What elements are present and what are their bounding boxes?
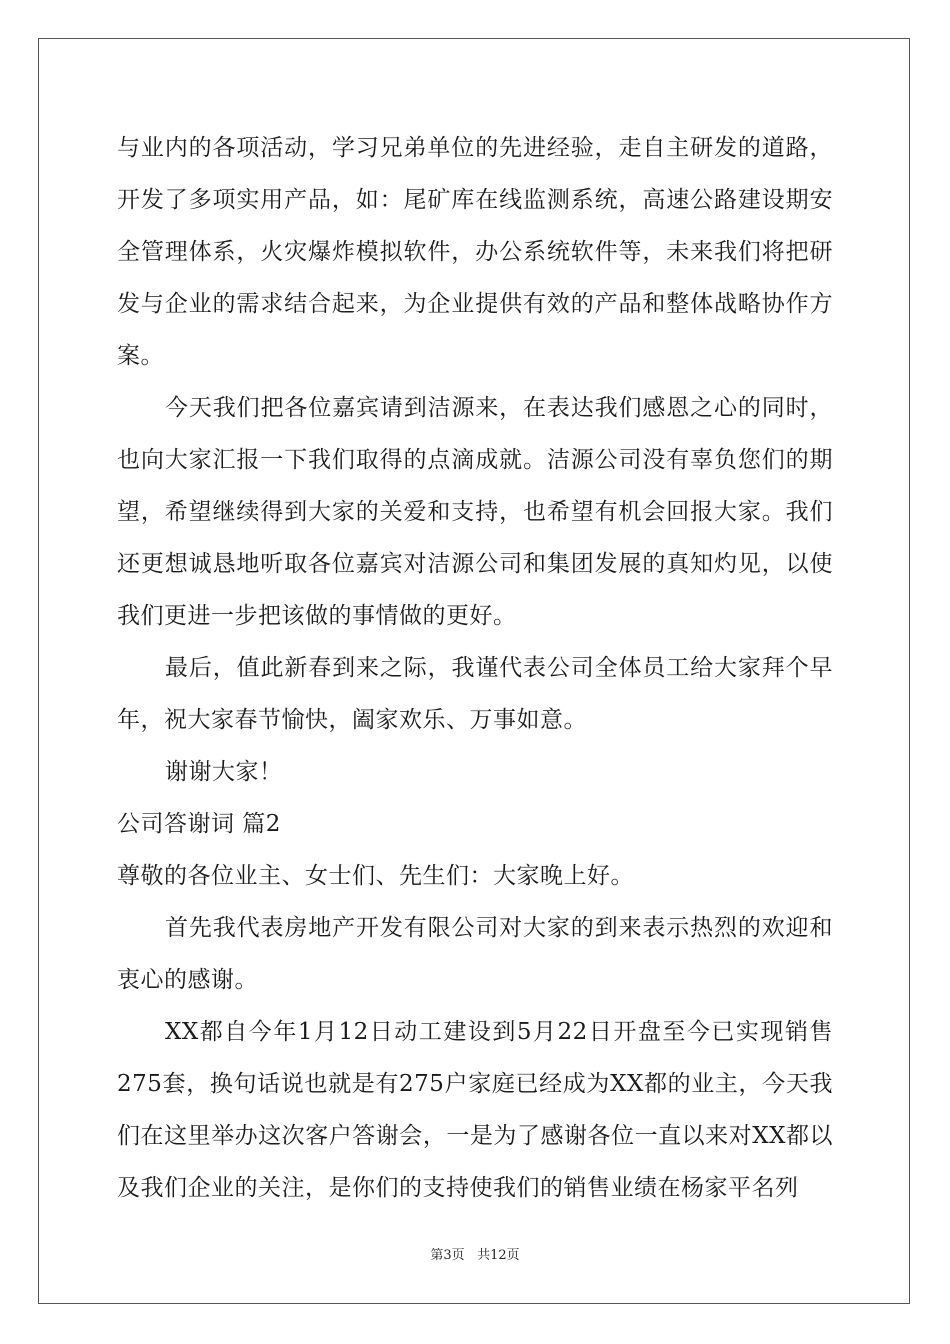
paragraph-sales: XX都自今年1月12日动工建设到5月22日开盘至今已实现销售275套，换句话说也就是有275户家庭已经成为XX都的业主，今天我们在这里举办这次客户答谢会，一是为了感谢各位一直以来对XX都以及我们企业的关注，是你们的支持使我们的销售业绩在杨家平名列 xyxy=(117,1019,833,1201)
paragraph-invitation: 今天我们把各位嘉宾请到洁源来，在表达我们感恩之心的同时，也向大家汇报一下我们取得的点滴成就。洁源公司没有辜负您们的期望，希望继续得到大家的关爱和支持，也希望有机会回报大家。我们还更想诚恳地听取各位嘉宾对洁源公司和集团发展的真知灼见，以使我们更进一步把该做的事情做的更好。 xyxy=(117,395,833,629)
page-total: 共12页 xyxy=(477,1248,520,1263)
salutation: 尊敬的各位业主、女士们、先生们：大家晚上好。 xyxy=(117,863,634,889)
paragraph-welcome: 首先我代表房地产开发有限公司对大家的到来表示热烈的欢迎和衷心的感谢。 xyxy=(117,915,833,993)
section-heading: 公司答谢词 篇2 xyxy=(117,811,281,837)
page-footer xyxy=(0,1244,950,1263)
paragraph-continuation: 与业内的各项活动，学习兄弟单位的先进经验，走自主研发的道路，开发了多项实用产品，如：尾矿库在线监测系统，高速公路建设期安全管理体系，火灾爆炸模拟软件，办公系统软件等，未来我们将把研发与企业的需求结合起来，为企业提供有效的产品和整体战略协作方案。 xyxy=(117,135,833,369)
paragraph-new-year-wishes: 最后，值此新春到来之际，我谨代表公司全体员工给大家拜个早年，祝大家春节愉快，阖家欢乐、万事如意。 xyxy=(117,655,833,733)
document-body xyxy=(117,122,833,1214)
paragraph-thanks: 谢谢大家！ xyxy=(165,759,283,785)
page-number: 第3页 xyxy=(430,1248,465,1263)
